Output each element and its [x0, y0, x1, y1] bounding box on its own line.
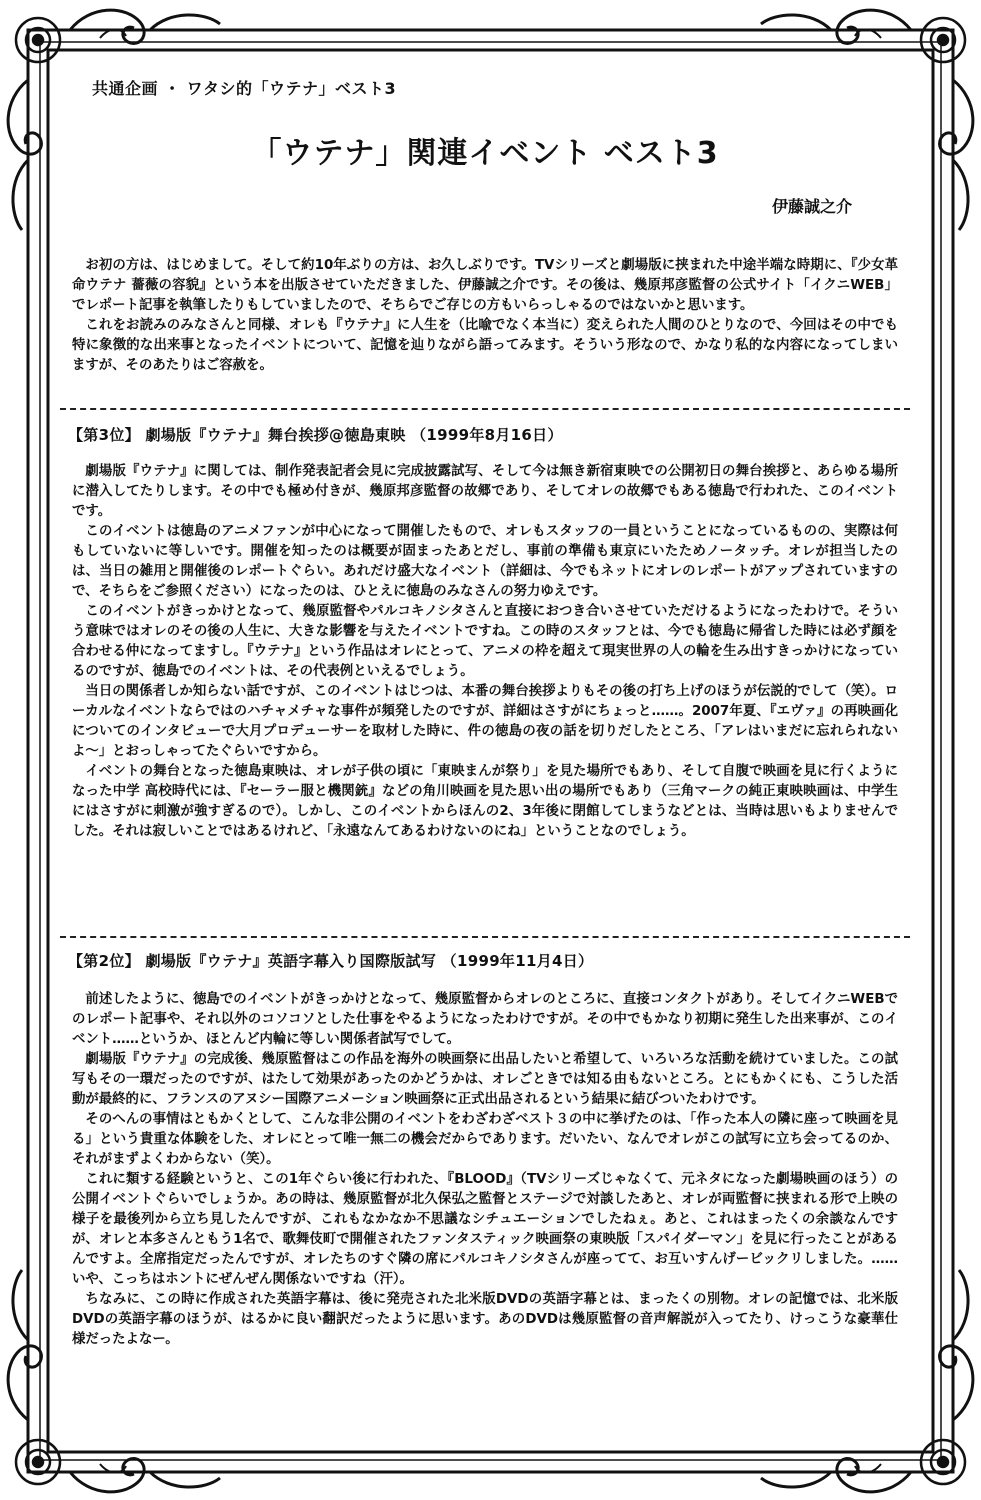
- body-paragraph: 前述したように、徳島でのイベントがきっかけとなって、幾原監督からオレのところに、直接コンタクトがあり。そしてイクニWEBでのレポート記事や、それ以外のコソコソとした仕事をやるようになったわけですが。その中でもかなり初期に発生した出来事が、このイベント……というか、ほとんど内輪に等しい関係者試写でして。: [72, 992, 898, 1047]
- section-divider: [60, 408, 910, 410]
- body-paragraph: ちなみに、この時に作成された英語字幕は、後に発売された北米版DVDの英語字幕とは、まったくの別物。オレの記憶では、北米版DVDの英語字幕のほうが、はるかに良い翻訳だったように思います。あのDVDは幾原監督の音声解説が入ってたり、けっこうな豪華仕様だったよなー。: [72, 1292, 898, 1347]
- intro-text: [72, 256, 898, 376]
- section-heading-rank-2: 【第2位】 劇場版『ウテナ』英語字幕入り国際版試写 （1999年11月4日）: [68, 952, 594, 970]
- section-heading-rank-3: 【第3位】 劇場版『ウテナ』舞台挨拶@徳島東映 （1999年8月16日）: [68, 426, 563, 444]
- section-divider: [60, 936, 910, 938]
- body-paragraph: イベントの舞台となった徳島東映は、オレが子供の頃に「東映まんが祭り」を見た場所でもあり、そして自腹で映画を見に行くようになった中学 高校時代には、『セーラー服と機関銃』などの角川映画を見た思い出の場所でもあり（三角マークの純正東映映画は、中学生にはさすがに刺激が強すぎるので）。しかし、このイベントからほんの2、3年後に閉館してしまうなどとは、当時は思いもよりませんでした。それは寂しいことではあるけれど、「永遠なんてあるわけないのにね」ということなのでしょう。: [72, 764, 898, 839]
- series-kicker: 共通企画 ・ ワタシ的「ウテナ」ベスト3: [92, 79, 397, 98]
- body-paragraph: 劇場版『ウテナ』に関しては、制作発表記者会見に完成披露試写、そして今は無き新宿東映での公開初日の舞台挨拶と、あらゆる場所に潜入してたりします。その中でも極め付きが、幾原邦彦監督の故郷であり、そしてオレの故郷でもある徳島で行われた、このイベントです。: [72, 464, 898, 519]
- body-paragraph: このイベントは徳島のアニメファンが中心になって開催したもので、オレもスタッフの一員ということになっているものの、実際は何もしていないに等しいです。開催を知ったのは概要が固まったあとだし、事前の準備も東京にいたためノータッチ。オレが担当したのは、当日の雑用と開催後のレポートぐらい。あれだけ盛大なイベント（詳細は、今でもネットにオレのレポートがアップされていますので、そちらをご参照ください）になったのは、ひとえに徳島のみなさんの努力ゆえです。: [72, 524, 898, 599]
- body-paragraph: そのへんの事情はともかくとして、こんな非公開のイベントをわざわざベスト３の中に挙げたのは、「作った本人の隣に座って映画を見る」という貴重な体験をした、オレにとって唯一無二の機会だからであります。だいたい、なんでオレがこの試写に立ち会ってるのか、それがまずよくわからない（笑）。: [72, 1112, 898, 1167]
- body-paragraph: このイベントがきっかけとなって、幾原監督やパルコキノシタさんと直接におつき合いさせていただけるようになったわけで。そういう意味ではオレのその後の人生に、大きな影響を与えたイベントですね。この時のスタッフとは、今でも徳島に帰省した時には必ず顔を合わせる仲になってますし。『ウテナ』という作品はオレにとって、アニメの枠を超えて現実世界の人の輪を生み出すきっかけになっているのですが、徳島でのイベントは、その代表例といえるでしょう。: [72, 604, 898, 679]
- section-body-rank-2: [72, 990, 898, 1350]
- section-body-rank-3: [72, 462, 898, 842]
- intro-paragraph: これをお読みのみなさんと同様、オレも『ウテナ』に人生を（比喩でなく本当に）変えられた人間のひとりなので、今回はその中でも特に象徴的な出来事となったイベントについて、記憶を辿りながら語ってみます。そういう形なので、かなり私的な内容になってしまいますが、そのあたりはご容赦を。: [72, 318, 898, 373]
- body-paragraph: 劇場版『ウテナ』の完成後、幾原監督はこの作品を海外の映画祭に出品したいと希望して、いろいろな活動を続けていました。この試写もその一環だったのですが、はたして効果があったのかどうかは、オレごときでは知る由もないところ。とにもかくにも、こうした活動が最終的に、フランスのアヌシー国際アニメーション映画祭に正式出品されるという結果に結びついたわけです。: [72, 1052, 898, 1107]
- intro-paragraph: お初の方は、はじめまして。そして約10年ぶりの方は、お久しぶりです。TVシリーズと劇場版に挟まれた中途半端な時期に、『少女革命ウテナ 薔薇の容貌』という本を出版させていただきました、伊藤誠之介です。その後は、幾原邦彦監督の公式サイト「イクニWEB」でレポート記事を執筆したりもしていましたので、そちらでご存じの方もいらっしゃるのではないかと思います。: [72, 258, 898, 313]
- body-paragraph: 当日の関係者しか知らない話ですが、このイベントはじつは、本番の舞台挨拶よりもその後の打ち上げのほうが伝説的でして（笑）。ローカルなイベントならではのハチャメチャな事件が頻発したのですが、詳細はさすがにちょっと……。2007年夏、『エヴァ』の再映画化についてのインタビューで大月プロデューサーを取材した時に、件の徳島の夜の話を切りだしたところ、「アレはいまだに忘れられないよ〜」とおっしゃってたぐらいですから。: [72, 684, 898, 759]
- body-paragraph: これに類する経験というと、この1年ぐらい後に行われた、『BLOOD』（TVシリーズじゃなくて、元ネタになった劇場映画のほう）の公開イベントぐらいでしょうか。あの時は、幾原監督が北久保弘之監督とステージで対談したあと、オレが両監督に挟まれる形で上映の様子を最後列から立ち見したんですが、これもなかなか不思議なシチュエーションでしたねぇ。あと、これはまったくの余談なんですが、オレと本多さんともう1名で、歌舞伎町で開催されたファンタスティック映画祭の東映版「スパイダーマン」を見に行ったことがあるんですよ。全席指定だったんですが、オレたちのすぐ隣の席にパルコキノシタさんが座ってて、お互いすんげービックリしました。……いや、こっちはホントにぜんぜん関係ないですね（汗）。: [72, 1172, 898, 1287]
- page-title: 「ウテナ」関連イベント ベスト3: [251, 136, 719, 171]
- author-name: 伊藤誠之介: [771, 197, 852, 216]
